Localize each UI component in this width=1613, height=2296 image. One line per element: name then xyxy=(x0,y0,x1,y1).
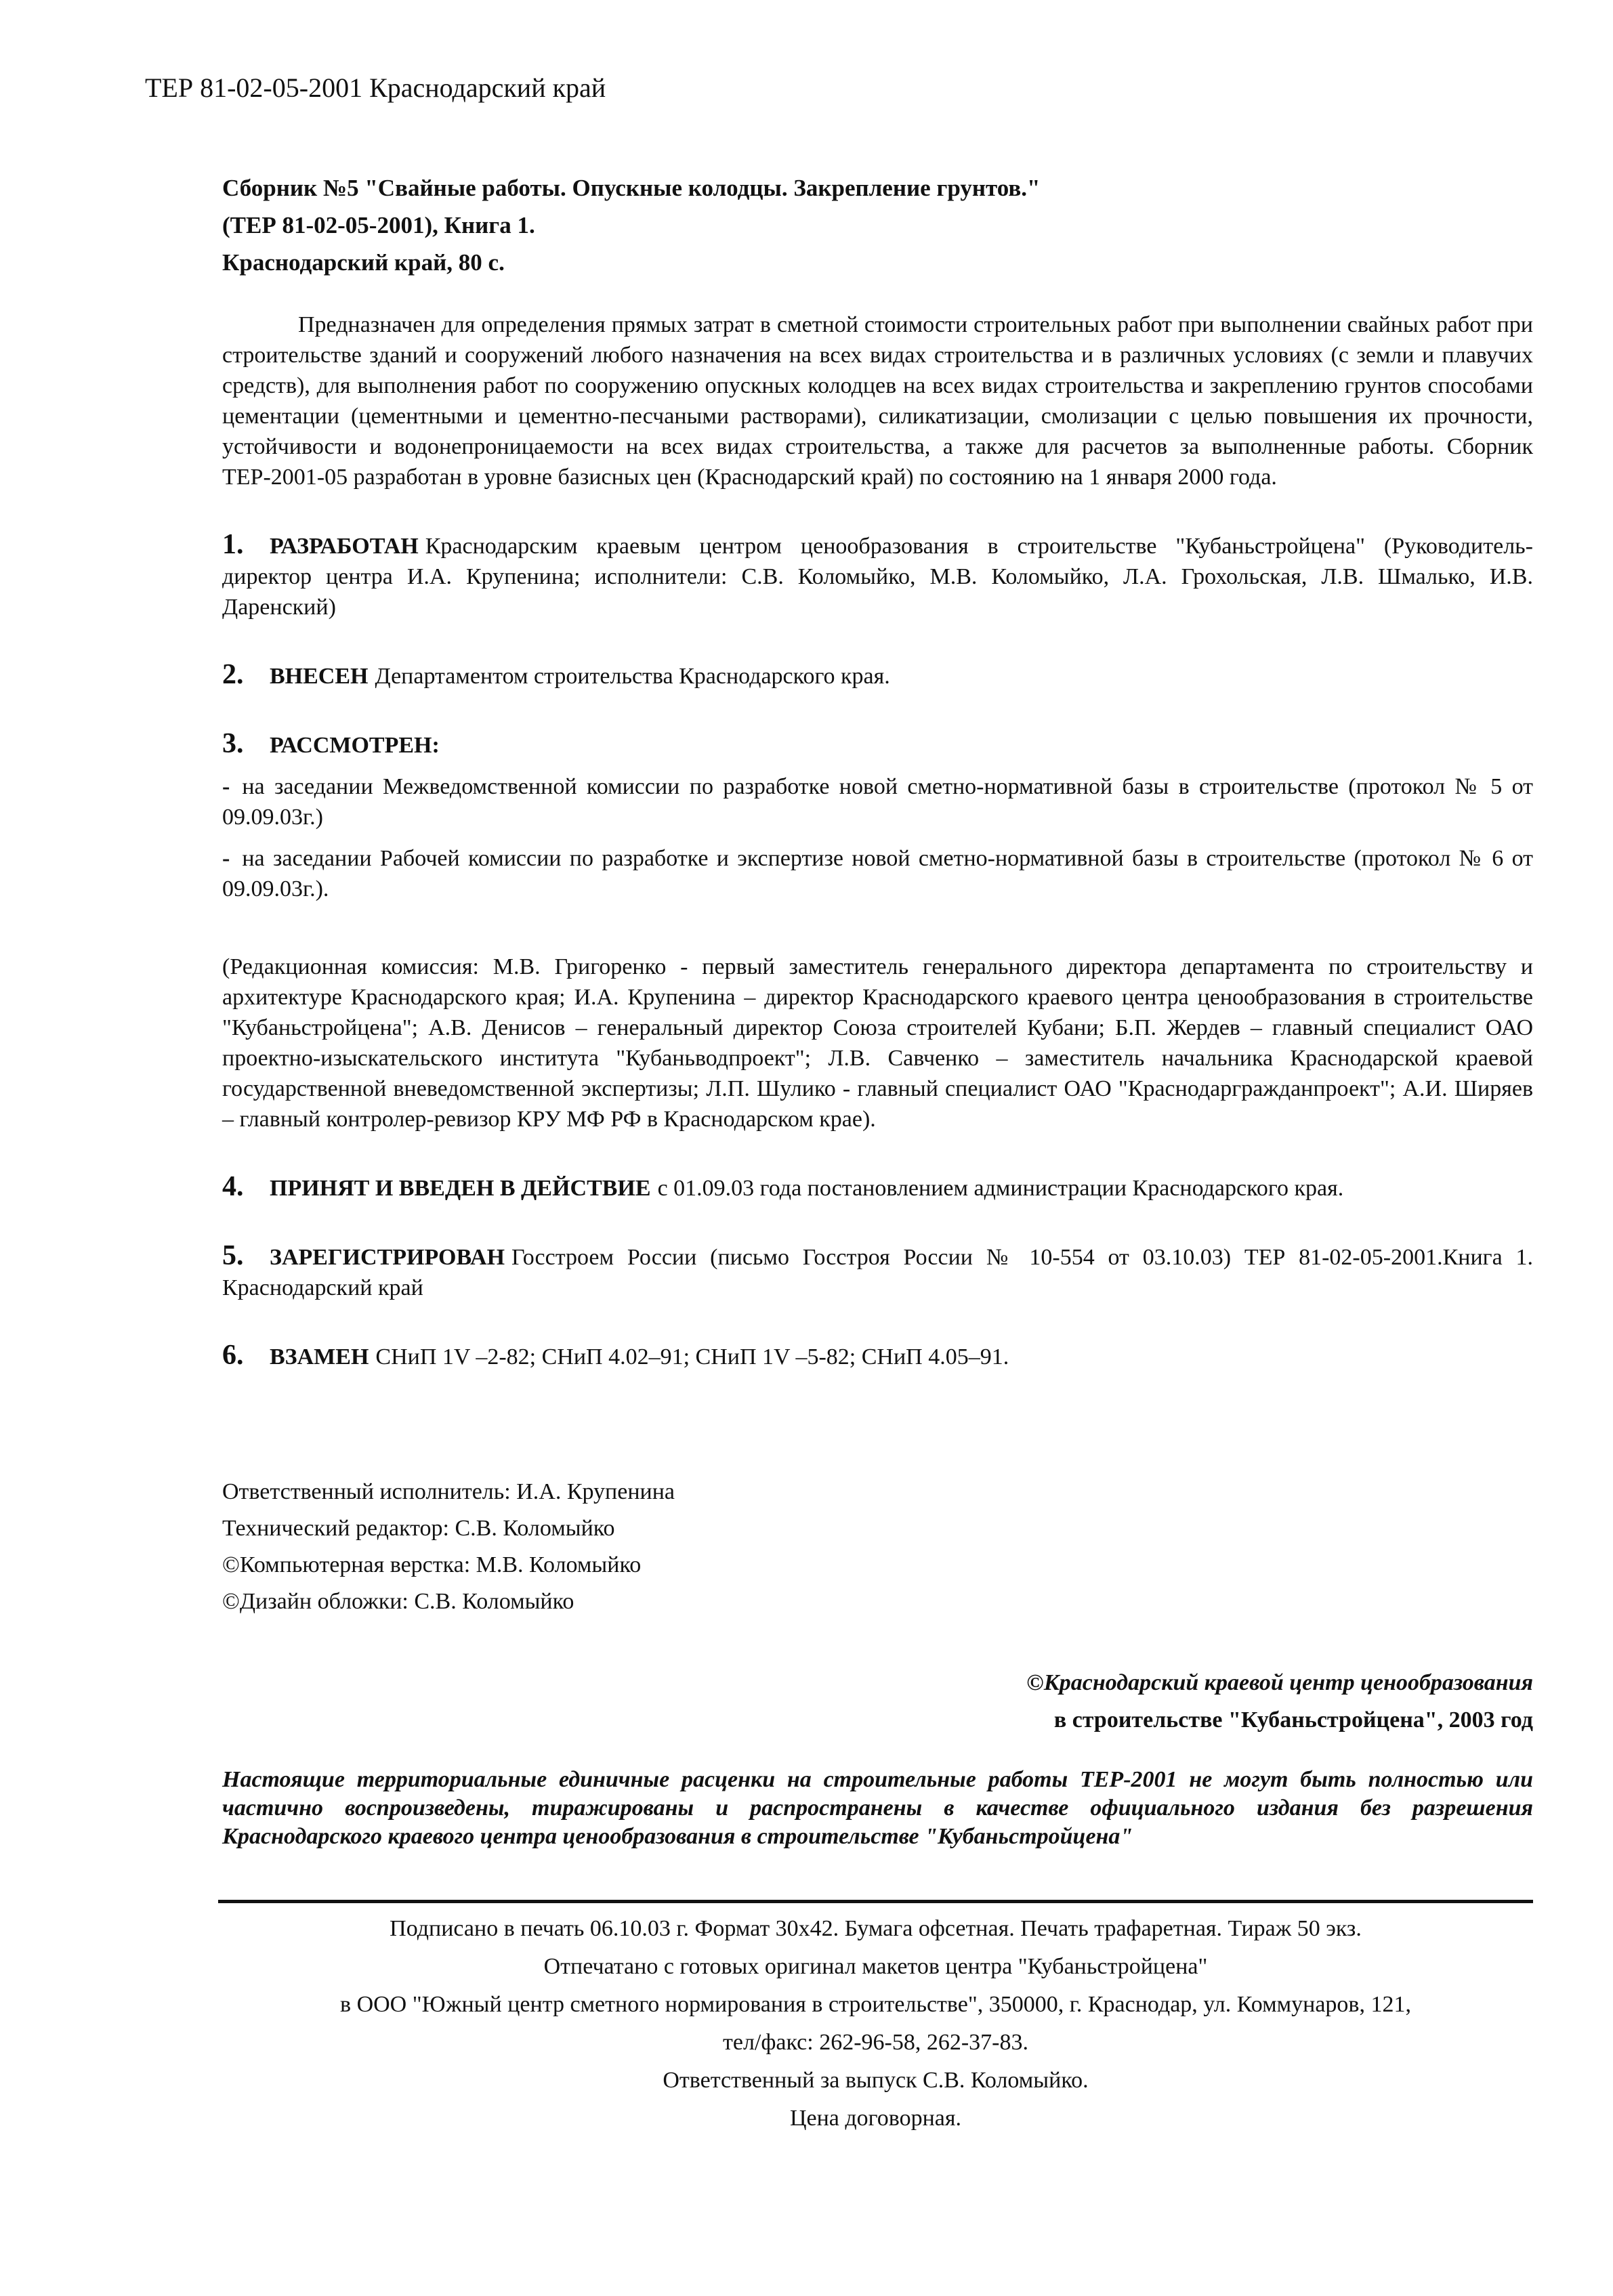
credit-line: Технический редактор: С.В. Коломыйко xyxy=(222,1516,615,1541)
imprint-block xyxy=(218,1910,1533,2138)
review-item xyxy=(222,771,1533,832)
section-text: СНиП 1V –2-82; СНиП 4.02–91; СНиП 1V –5-82; СНиП 4.05–91. xyxy=(375,1344,1009,1369)
reproduction-notice: Настоящие территориальные единичные расценки на строительные работы ТЕР-2001 не могут быть полностью или частично воспроизведены, тиражированы и распространены в качестве официального издания без разрешения Краснодарского краевого центра ценообразования в строительстве "Кубаньстройцена" xyxy=(222,1767,1533,1849)
review-item-text: на заседании Межведомственной комиссии по разработке новой сметно-нормативной базы в строительстве (протокол № 5 от 09.09.03г.) xyxy=(222,774,1533,830)
section-heading: РАССМОТРЕН: xyxy=(270,733,440,758)
section-text: Госстроем России (письмо Госстроя России № 10-554 от 03.10.03) ТЕР 81-02-05-2001.Книга 1. Краснодарский край xyxy=(222,1245,1533,1300)
section-number: 1. xyxy=(222,529,244,560)
editorial-board: (Редакционная комиссия: М.В. Григоренко - первый заместитель генерального директора департамента по строительству и архитектуре Краснодарского края; И.А. Крупенина – директор Краснодарского краевого центра ценообразования в строительстве "Кубаньстройцена"; А.В. Денисов – генеральный директор Союза строителей Кубани; Б.П. Жердев – главный специалист ОАО проектно-изыскательского института "Кубаньводпроект"; Л.В. Савченко – заместитель начальника Краснодарской краевой государственной вневедомственной экспертизы; Л.П. Шулико - главный специалист ОАО "Краснодаргражданпроект"; А.И. Ширяев – главный контролер-ревизор КРУ МФ РФ в Краснодарском крае). xyxy=(222,954,1533,1132)
section-adopted xyxy=(222,1172,1533,1204)
review-item xyxy=(222,843,1533,904)
section-heading: ВЗАМЕН xyxy=(270,1344,369,1369)
imprint-line: Отпечатано с готовых оригинал макетов центра "Кубаньстройцена" xyxy=(543,1954,1208,1979)
credit-line: Ответственный исполнитель: И.А. Крупенина xyxy=(222,1479,675,1504)
document-body xyxy=(222,169,1533,1851)
imprint-divider xyxy=(218,1900,1533,1903)
copyright-line: в строительстве "Кубаньстройцена", 2003 год xyxy=(1053,1707,1533,1732)
title-block xyxy=(222,169,1533,281)
section-heading: ПРИНЯТ И ВВЕДЕН В ДЕЙСТВИЕ xyxy=(270,1176,651,1201)
credits-block xyxy=(222,1474,1533,1620)
section-registered xyxy=(222,1241,1533,1303)
imprint-line: Подписано в печать 06.10.03 г. Формат 30х42. Бумага офсетная. Печать трафаретная. Тираж 50 экз. xyxy=(390,1916,1362,1941)
section-reviewed xyxy=(222,729,1533,904)
document-header: ТЕР 81-02-05-2001 Краснодарский край xyxy=(145,72,606,103)
imprint-line: тел/факс: 262-96-58, 262-37-83. xyxy=(723,2030,1028,2055)
credit-line: ©Компьютерная верстка: М.В. Коломыйко xyxy=(222,1552,642,1577)
intro-paragraph: Предназначен для определения прямых затрат в сметной стоимости строительных работ при выполнении свайных работ при строительстве зданий и сооружений любого назначения на всех видах строительства и в различных условиях (с земли и плавучих средств), для выполнения работ по сооружению опускных колодцев на всех видах строительства и закреплению грунтов способами цементации (цементными и цементно-песчаными растворами), силикатизации, смолизации с целью повышения их прочности, устойчивости и водонепроницаемости на всех видах строительства, а также для расчетов за выполненные работы. Сборник ТЕР-2001-05 разработан в уровне базисных цен (Краснодарский край) по состоянию на 1 января 2000 года. xyxy=(222,312,1533,490)
section-number: 3. xyxy=(222,728,244,759)
imprint-line: Ответственный за выпуск С.В. Коломыйко. xyxy=(663,2068,1089,2093)
section-number: 6. xyxy=(222,1340,244,1371)
section-text: с 01.09.03 года постановлением администрации Краснодарского края. xyxy=(657,1176,1344,1201)
collection-code: (ТЕР 81-02-05-2001), Книга 1. xyxy=(222,212,535,238)
imprint-line: в ООО "Южный центр сметного нормирования в строительстве", 350000, г. Краснодар, ул. Коммунаров, 121, xyxy=(340,1992,1411,2017)
section-number: 5. xyxy=(222,1240,244,1271)
copyright-line: ©Краснодарский краевой центр ценообразования xyxy=(1026,1670,1533,1695)
collection-title: Сборник №5 "Свайные работы. Опускные колодцы. Закрепление грунтов." xyxy=(222,175,1041,201)
collection-region: Краснодарский край, 80 с. xyxy=(222,249,505,276)
section-replaces xyxy=(222,1340,1533,1372)
section-heading: ВНЕСЕН xyxy=(270,664,369,689)
section-heading: РАЗРАБОТАН xyxy=(270,534,419,559)
credit-line: ©Дизайн обложки: С.В. Коломыйко xyxy=(222,1589,574,1614)
section-number: 4. xyxy=(222,1171,244,1202)
review-item-text: на заседании Рабочей комиссии по разработке и экспертизе новой сметно-нормативной базы в строительстве (протокол № 6 от 09.09.03г.). xyxy=(222,846,1533,901)
dash-marker: - xyxy=(222,774,230,799)
section-submitted xyxy=(222,660,1533,692)
imprint-line: Цена договорная. xyxy=(789,2106,962,2131)
section-text: Департаментом строительства Краснодарского края. xyxy=(375,664,890,689)
dash-marker: - xyxy=(222,846,230,871)
section-developed xyxy=(222,530,1533,622)
section-text: Краснодарским краевым центром ценообразования в строительстве "Кубаньстройцена" (Руководитель- директор центра И.А. Крупенина; исполнители: С.В. Коломыйко, М.В. Коломыйко, Л.А. Грохольская, Л.В. Шмалько, И.В. Даренский) xyxy=(222,534,1533,620)
section-heading: ЗАРЕГИСТРИРОВАН xyxy=(270,1245,505,1270)
copyright-block xyxy=(222,1664,1533,1739)
section-number: 2. xyxy=(222,659,244,690)
